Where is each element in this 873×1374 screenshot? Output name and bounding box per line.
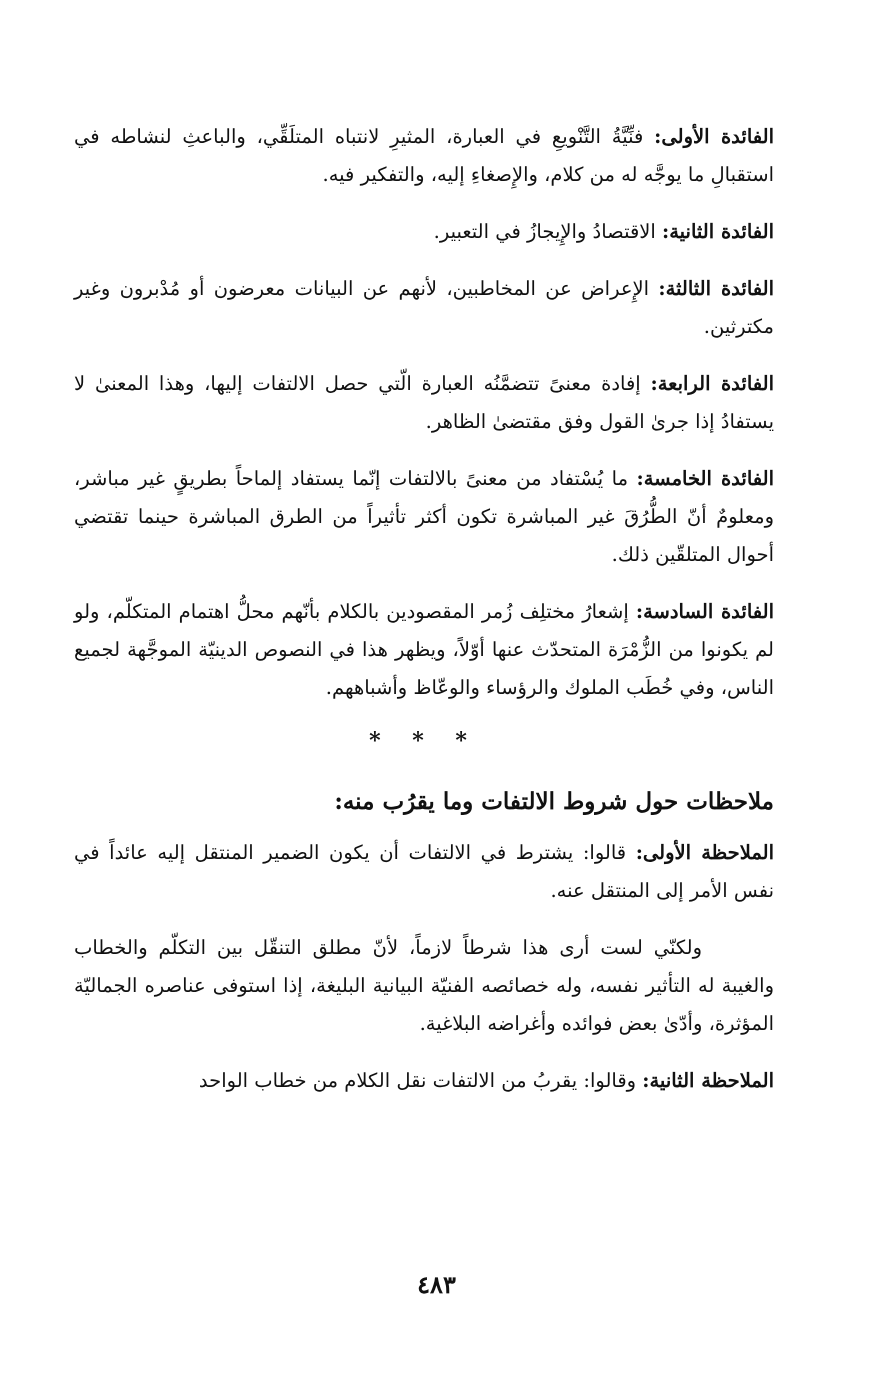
note-2-text: وقالوا: يقربُ من الالتفات نقل الكلام من خطاب الواحد	[198, 1069, 643, 1092]
page-number: ٤٨٣	[417, 1270, 456, 1299]
benefit-3-lead: الفائدة الثالثة:	[658, 277, 775, 300]
benefit-1-text: فنِّيَّةُ التَّنْويعِ في العبارة، المثيرِ لانتباه المتلَقِّي، والباعثِ لنشاطه في استقبالِ ما يوجَّه له من كلام، والإِصغاءِ إليه، والتفكير فيه.	[74, 125, 774, 186]
note-1-lead: الملاحظة الأولى:	[635, 841, 774, 864]
benefit-5-text: ما يُسْتفاد من معنىً بالالتفات إنّما يستفاد إلماحاً بطريقٍ غير مباشر، ومعلومٌ أنّ الطُّرُقَ غير المباشرة تكون أكثر تأثيراً من الطرق المباشرة حينما تقتضي أحوال المتلقّين ذلك.	[74, 467, 774, 566]
benefit-paragraph-1	[74, 118, 774, 194]
section-heading: ملاحظات حول شروط الالتفات وما يقرُب منه:	[334, 788, 774, 815]
benefit-paragraph-5	[74, 460, 774, 574]
benefit-4-lead: الفائدة الرابعة:	[650, 372, 774, 395]
note-1-commentary: ولكنّي لست أرى هذا شرطاً لازماً، لأنّ مطلق التنقّل بين التكلّم والخطاب والغيبة له التأثير نفسه، وله خصائصه الفنيّة البيانية البليغة، إذا استوفى عناصره الجماليّة المؤثرة، وأدّىٰ بعض فوائده وأغراضه البلاغية.	[74, 936, 774, 1035]
note-paragraph-1	[74, 834, 774, 910]
benefit-paragraph-4	[74, 365, 774, 441]
benefit-3-text: الإِعراض عن المخاطبين، لأنهم عن البيانات معرضون أو مُدْبرون وغير مكترثين.	[74, 277, 774, 338]
benefit-2-text: الاقتصادُ والإِيجازُ في التعبير.	[433, 220, 663, 243]
benefit-4-text: إفادة معنىً تتضمَّنُه العبارة الّتي حصل الالتفات إليها، وهذا المعنىٰ لا يستفادُ إذا جرىٰ القول وفق مقتضىٰ الظاهر.	[74, 372, 774, 433]
note-2-lead: الملاحظة الثانية:	[642, 1069, 774, 1092]
benefit-1-lead: الفائدة الأولى:	[654, 125, 774, 148]
section-separator: * * *	[369, 728, 479, 754]
benefit-paragraph-3	[74, 270, 774, 346]
benefit-6-text: إشعارُ مختلِف زُمر المقصودين بالكلام بأنّهم محلُّ اهتمام المتكلّم، ولو لم يكونوا من الزُّمْرَة المتحدّث عنها أوّلاً، ويظهر هذا في النصوص الدينيّة الموجَّهة لجميع الناس، وفي خُطَب الملوك والرؤساء والوعّاظ وأشباههم.	[74, 600, 774, 699]
benefit-2-lead: الفائدة الثانية:	[662, 220, 774, 243]
page-body	[74, 118, 774, 1119]
benefit-5-lead: الفائدة الخامسة:	[636, 467, 774, 490]
note-1-text: قالوا: يشترط في الالتفات أن يكون الضمير المنتقل إليه عائداً في نفس الأمر إلى المنتقل عنه.	[74, 841, 774, 902]
benefit-6-lead: الفائدة السادسة:	[635, 600, 774, 623]
benefit-paragraph-2	[74, 213, 774, 251]
benefit-paragraph-6	[74, 593, 774, 707]
note-paragraph-2	[74, 1062, 774, 1100]
